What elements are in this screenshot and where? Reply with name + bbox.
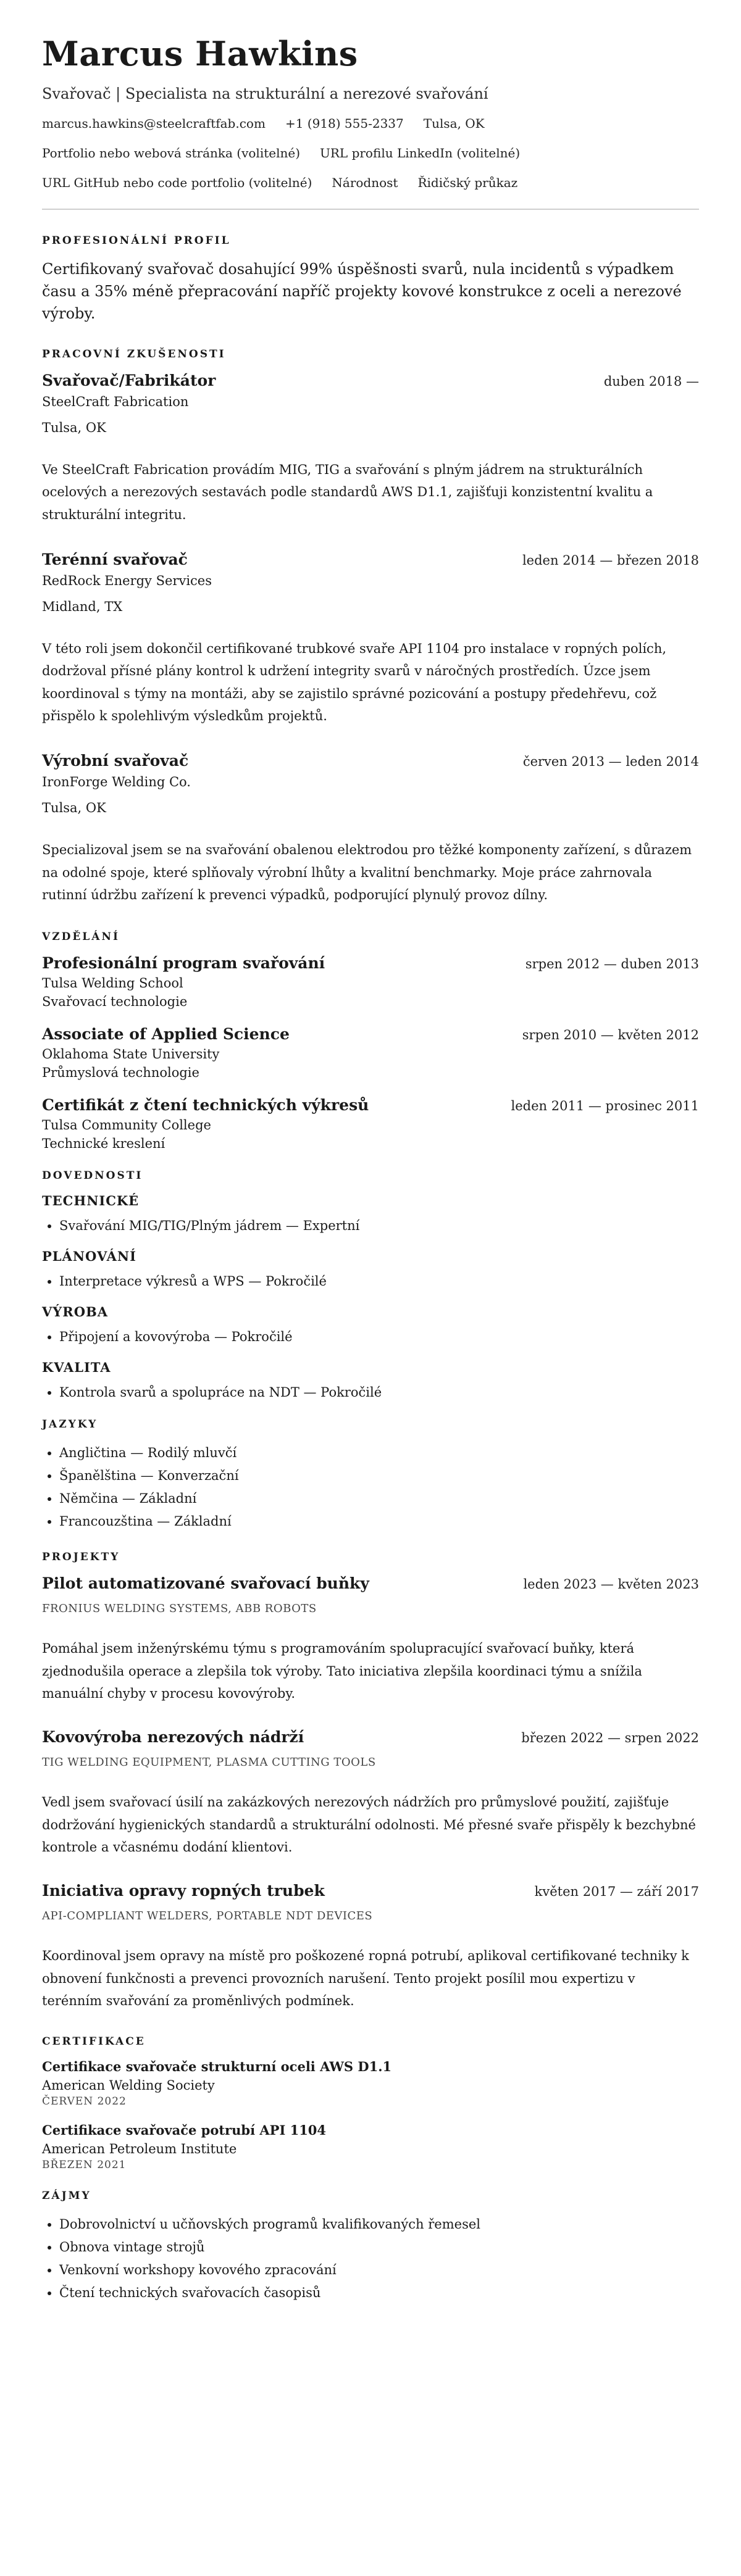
resume-header bbox=[42, 35, 699, 190]
linkedin-link[interactable]: URL profilu LinkedIn (volitelné) bbox=[320, 146, 521, 161]
project-tech: API-COMPLIANT WELDERS, PORTABLE NDT DEVICES bbox=[42, 1909, 373, 1923]
nationality: Národnost bbox=[332, 175, 398, 191]
interest-item: • Obnova vintage strojů bbox=[59, 2236, 699, 2259]
interest-item: • Dobrovolnictví u učňovských programů kvalifikovaných řemesel bbox=[59, 2213, 699, 2236]
skill-category: KVALITA bbox=[42, 1359, 111, 1375]
contact-row-3 bbox=[42, 175, 699, 190]
section-title-skills: DOVEDNOSTI bbox=[42, 1170, 143, 1182]
skill-list bbox=[42, 1215, 699, 1237]
project-dates: leden 2023 — květen 2023 bbox=[523, 1577, 699, 1592]
contact-row-1 bbox=[42, 116, 699, 131]
section-title-projects: PROJEKTY bbox=[42, 1551, 120, 1564]
skill-list bbox=[42, 1381, 699, 1404]
job-title: Svařovač/Fabrikátor bbox=[42, 372, 216, 390]
project-name: Pilot automatizované svařovací buňky bbox=[42, 1574, 369, 1593]
job-company: SteelCraft Fabrication bbox=[42, 394, 189, 410]
certification-date: BŘEZEN 2021 bbox=[42, 2159, 127, 2172]
section-title-profile: PROFESIONÁLNÍ PROFIL bbox=[42, 235, 231, 247]
skills-section bbox=[42, 1170, 699, 1403]
experience-section bbox=[42, 348, 699, 906]
project-dates: březen 2022 — srpen 2022 bbox=[521, 1730, 699, 1746]
education-dates: leden 2011 — prosinec 2011 bbox=[511, 1099, 699, 1114]
drivers-license: Řidičský průkaz bbox=[417, 175, 518, 191]
degree: Certifikát z čtení technických výkresů bbox=[42, 1096, 369, 1115]
job-description: Ve SteelCraft Fabrication provádím MIG, TIG a svařování s plným jádrem na strukturálních ocelových a nerezových sestavách podle standardů AWS D1.1, zajišťuji konzistentní kvalitu a strukturální integritu. bbox=[42, 462, 653, 522]
project-name: Kovovýroba nerezových nádrží bbox=[42, 1728, 304, 1747]
job-entry bbox=[42, 372, 699, 526]
github-link[interactable]: URL GitHub nebo code portfolio (volitelné) bbox=[42, 175, 312, 191]
email[interactable]: marcus.hawkins@steelcraftfab.com bbox=[42, 116, 266, 131]
job-description: V této roli jsem dokončil certifikované trubkové svaře API 1104 pro instalace v ropných polích, dodržoval přísné plány kontrol k udržení integrity svarů v náročných prostředích. Úzce jsem koordinoval s týmy na montáži, aby se zajistilo správné pozicování a postupy předehřevu, což přispělo k spolehlivým výsledkům projektů. bbox=[42, 641, 667, 724]
certification-entry bbox=[42, 2122, 699, 2171]
education-entry bbox=[42, 1025, 699, 1080]
certification-entry bbox=[42, 2059, 699, 2108]
certification-name: Certifikace svařovače strukturní oceli AWS D1.1 bbox=[42, 2059, 392, 2075]
job-company: IronForge Welding Co. bbox=[42, 775, 191, 790]
field-of-study: Svařovací technologie bbox=[42, 994, 188, 1010]
language-item: • Francouzština — Základní bbox=[59, 1510, 699, 1533]
school: Oklahoma State University bbox=[42, 1047, 220, 1062]
project-tech: FRONIUS WELDING SYSTEMS, ABB ROBOTS bbox=[42, 1602, 317, 1616]
section-title-certifications: CERTIFIKACE bbox=[42, 2035, 146, 2048]
skill-item: • Interpretace výkresů a WPS — Pokročilé bbox=[59, 1270, 699, 1293]
section-title-languages: JAZYKY bbox=[42, 1418, 98, 1431]
project-description: Pomáhal jsem inženýrskému týmu s programováním spolupracující svařovací buňky, která zjednodušila operace a zlepšila tok výroby. Tato iniciativa zlepšila koordinaci týmu a snížila manuální chyby v procesu kovovýroby. bbox=[42, 1641, 642, 1701]
job-title: Terénní svařovač bbox=[42, 551, 188, 569]
profile-text: Certifikovaný svařovač dosahující 99% úspěšnosti svarů, nula incidentů s výpadkem času a 35% méně přepracování napříč projekty kovové konstrukce z oceli a nerezové výroby. bbox=[42, 260, 682, 323]
certification-date: ČERVEN 2022 bbox=[42, 2095, 127, 2108]
education-dates: srpen 2012 — duben 2013 bbox=[525, 957, 699, 972]
project-description: Vedl jsem svařovací úsilí na zakázkových nerezových nádržích pro průmyslové použití, zajišťuje dodržování hygienických standardů a strukturální odolnosti. Mé přesné svaře přispěly k bezchybné kontrole a včasnému dodání klientovi. bbox=[42, 1795, 696, 1855]
job-location: Midland, TX bbox=[42, 599, 123, 615]
education-section bbox=[42, 931, 699, 1151]
project-entry bbox=[42, 1882, 699, 2012]
language-item: • Němčina — Základní bbox=[59, 1487, 699, 1510]
section-title-education: VZDĚLÁNÍ bbox=[42, 931, 120, 944]
job-dates: duben 2018 — bbox=[603, 374, 699, 389]
skill-category: VÝROBA bbox=[42, 1303, 109, 1319]
degree: Associate of Applied Science bbox=[42, 1025, 290, 1044]
profile-section bbox=[42, 235, 699, 325]
project-tech: TIG WELDING EQUIPMENT, PLASMA CUTTING TOOLS bbox=[42, 1756, 376, 1769]
project-entry bbox=[42, 1574, 699, 1705]
skill-category: PLÁNOVÁNÍ bbox=[42, 1249, 136, 1265]
job-title: Výrobní svařovač bbox=[42, 752, 189, 770]
language-item: • Španělština — Konverzační bbox=[59, 1465, 699, 1487]
headline: Svařovač | Specialista na strukturální a nerezové svařování bbox=[42, 85, 488, 103]
language-item: • Angličtina — Rodilý mluvčí bbox=[59, 1442, 699, 1465]
project-dates: květen 2017 — září 2017 bbox=[534, 1884, 699, 1900]
field-of-study: Průmyslová technologie bbox=[42, 1065, 199, 1081]
school: Tulsa Welding School bbox=[42, 976, 183, 991]
interest-item: • Venkovní workshopy kovového zpracování bbox=[59, 2259, 699, 2282]
portfolio-link[interactable]: Portfolio nebo webová stránka (volitelné) bbox=[42, 146, 301, 161]
certification-name: Certifikace svařovače potrubí API 1104 bbox=[42, 2122, 327, 2138]
language-list bbox=[42, 1442, 699, 1532]
education-dates: srpen 2010 — květen 2012 bbox=[522, 1028, 699, 1043]
header-divider bbox=[42, 209, 699, 210]
degree: Profesionální program svařování bbox=[42, 954, 325, 973]
skill-list bbox=[42, 1270, 699, 1293]
job-location: Tulsa, OK bbox=[42, 800, 106, 816]
job-description: Specializoval jsem se na svařování obalenou elektrodou pro těžké komponenty zařízení, s důrazem na odolné spoje, které splňovaly výrobní lhůty a kvalitní benchmarky. Moje práce zahrnovala rutinní údržbu zařízení k prevenci výpadků, podporující plynulý provoz dílny. bbox=[42, 842, 692, 903]
skill-list bbox=[42, 1326, 699, 1348]
skill-item: • Svařování MIG/TIG/Plným jádrem — Expertní bbox=[59, 1215, 699, 1237]
city: Tulsa, OK bbox=[423, 116, 485, 131]
project-name: Iniciativa opravy ropných trubek bbox=[42, 1882, 325, 1900]
job-dates: leden 2014 — březen 2018 bbox=[522, 553, 699, 568]
job-company: RedRock Energy Services bbox=[42, 573, 212, 589]
skill-category: TECHNICKÉ bbox=[42, 1193, 140, 1209]
section-title-interests: ZÁJMY bbox=[42, 2190, 91, 2203]
projects-section bbox=[42, 1551, 699, 2012]
job-entry bbox=[42, 752, 699, 906]
skill-item: • Připojení a kovovýroba — Pokročilé bbox=[59, 1326, 699, 1348]
certification-issuer: American Petroleum Institute bbox=[42, 2142, 237, 2157]
candidate-name: Marcus Hawkins bbox=[42, 34, 358, 73]
section-title-experience: PRACOVNÍ ZKUŠENOSTI bbox=[42, 348, 226, 361]
education-entry bbox=[42, 1096, 699, 1151]
certification-issuer: American Welding Society bbox=[42, 2078, 215, 2093]
job-location: Tulsa, OK bbox=[42, 420, 106, 436]
interests-section bbox=[42, 2190, 699, 2304]
skill-item: • Kontrola svarů a spolupráce na NDT — Pokročilé bbox=[59, 1381, 699, 1404]
contact-row-2 bbox=[42, 146, 699, 160]
job-dates: červen 2013 — leden 2014 bbox=[522, 754, 699, 770]
field-of-study: Technické kreslení bbox=[42, 1136, 165, 1152]
certifications-section bbox=[42, 2035, 699, 2171]
project-entry bbox=[42, 1728, 699, 1858]
job-entry bbox=[42, 551, 699, 727]
interest-list bbox=[42, 2213, 699, 2304]
project-description: Koordinoval jsem opravy na místě pro poškozené ropná potrubí, aplikoval certifikované techniky k obnovení funkčnosti a prevenci provozních narušení. Tento projekt posílil mou expertizu v terénním svařování za proměnlivých podmínek. bbox=[42, 1948, 689, 2008]
education-entry bbox=[42, 954, 699, 1009]
school: Tulsa Community College bbox=[42, 1118, 211, 1133]
interest-item: • Čtení technických svařovacích časopisů bbox=[59, 2282, 699, 2304]
languages-section bbox=[42, 1418, 699, 1532]
phone[interactable]: +1 (918) 555-2337 bbox=[285, 116, 404, 131]
